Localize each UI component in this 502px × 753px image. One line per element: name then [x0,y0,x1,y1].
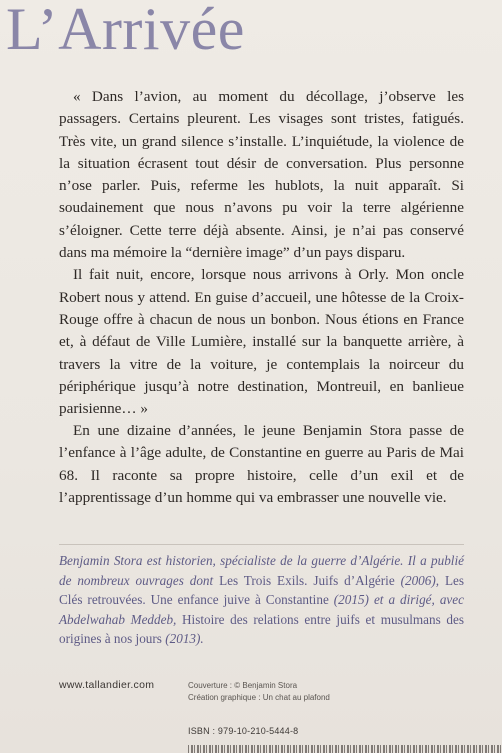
section-divider [59,544,464,545]
author-bio [59,551,464,649]
isbn: ISBN : 979-10-210-5444-8 [188,726,299,736]
barcode [188,745,502,753]
bio-text-2: (2015) et a dirigé, avec Abdelwahab Meddeb, [59,592,464,627]
bio-text-1: Benjamin Stora est historien, spécialiste de la guerre d’Algérie. Il a publié de nombreux ouvrages dont [59,553,464,588]
book-title: L’Arrivée [6,0,245,62]
excerpt-paragraph-1: « Dans l’avion, au moment du décollage, j’observe les passagers. Certains pleurent. Les visages sont tristes, fatigués. Très vite, un grand silence s’installe. L’inquiétude, la violence de la situation écrasent tout désir de conversation. Plus personne n’ose parler. Puis, referme les hublots, la nuit apparaît. Si soudainement que nous n’avons pu voir la terre algérienne s’éloigner. Cette terre déjà absente. Ainsi, je n’ai pas conservé dans ma mémoire la “dernière image” d’un pays disparu. [59,88,464,262]
credits [188,680,330,704]
publisher-website: www.tallandier.com [59,679,155,691]
book-summary [59,420,464,509]
summary-paragraph: En une dizaine d’années, le jeune Benjamin Stora passe de l’enfance à l’âge adulte, de Constantine en guerre au Paris de Mai 68. Il raconte sa propre histoire, celle d’un exil et de l’apprentissage d’un homme qui va embrasser une nouvelle vie. [59,422,464,506]
bio-year-3: (2013). [161,631,204,647]
bio-book-3: Histoire des relations entre juifs et musulmans des origines à nos jours [59,611,464,647]
credit-cover: Couverture : © Benjamin Stora [188,681,298,690]
bio-book-2: Les Clés retrouvées. Une enfance juive à Constantine [59,572,464,608]
bio-year-1: (2006), [394,572,445,588]
credit-design: Création graphique : Un chat au plafond [188,693,330,702]
bio-book-1: Les Trois Exils. Juifs d’Algérie [219,572,395,588]
excerpt-paragraph-2: Il fait nuit, encore, lorsque nous arrivons à Orly. Mon oncle Robert nous y attend. En guise d’accueil, une hôtesse de la Croix-Rouge offre à chacun de nous un bonbon. Nous étions en France et, à défaut de Ville Lumière, installé sur la banquette arrière, à travers la vitre de la voiture, je contemplais la noirceur du périphérique jusqu’à notre destination, Montreuil, en banlieue parisienne… » [59,266,464,418]
excerpt-quote [59,86,464,420]
